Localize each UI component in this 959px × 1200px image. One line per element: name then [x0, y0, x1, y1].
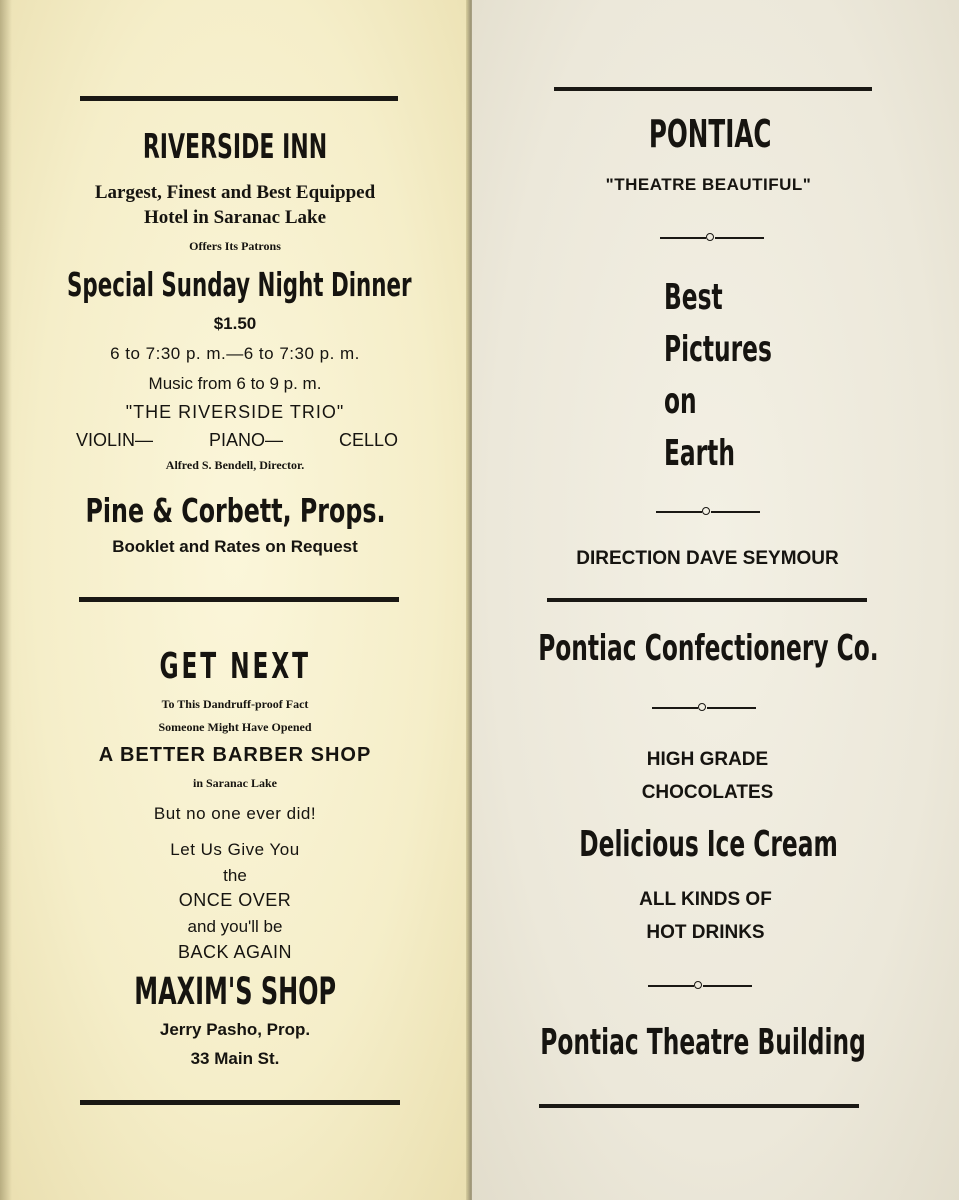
- ornament-divider: [660, 232, 764, 244]
- barber-shop-name: MAXIM'S SHOP: [134, 970, 336, 1013]
- riverside-tagline-2: Hotel in Saranac Lake: [143, 207, 327, 228]
- riverside-title: RIVERSIDE INN: [142, 127, 328, 167]
- barber-no-one: But no one ever did!: [153, 804, 317, 823]
- barber-location: in Saranac Lake: [192, 776, 277, 790]
- left-page: [0, 0, 470, 1200]
- slogan-line: Pictures: [664, 329, 772, 370]
- riverside-dinner: Special Sunday Night Dinner: [66, 265, 412, 304]
- barber-proprietor: Jerry Pasho, Prop.: [159, 1020, 311, 1039]
- riverside-tagline-1: Largest, Finest and Best Equipped: [94, 182, 376, 203]
- drinks-line-2: HOT DRINKS: [646, 922, 765, 943]
- theatre-building: Pontiac Theatre Building: [540, 1022, 867, 1063]
- riverside-offers: Offers Its Patrons: [189, 239, 281, 253]
- right-page: [472, 0, 959, 1200]
- bottom-rule: [80, 1100, 400, 1105]
- pontiac-slogan: [664, 276, 784, 484]
- riverside-booklet: Booklet and Rates on Request: [112, 537, 358, 556]
- riverside-props: Pine & Corbett, Props.: [85, 491, 385, 530]
- chocolates-line-2: CHOCOLATES: [641, 782, 774, 803]
- barber-once-over: ONCE OVER: [178, 890, 292, 910]
- middle-rule-right: [547, 598, 867, 602]
- top-rule-right: [554, 87, 872, 91]
- barber-the: the: [223, 866, 247, 885]
- drinks-line-1: ALL KINDS OF: [639, 889, 772, 910]
- slogan-line: Earth: [664, 433, 735, 474]
- ornament-divider: [656, 506, 760, 518]
- pontiac-direction: DIRECTION DAVE SEYMOUR: [576, 548, 839, 569]
- riverside-instruments: [76, 430, 398, 452]
- page-edge-shadow: [0, 0, 12, 1200]
- barber-fact-1: To This Dandruff-proof Fact: [161, 697, 309, 711]
- instrument-piano: PIANO—: [208, 430, 283, 450]
- ornament-divider: [652, 702, 756, 714]
- riverside-trio: "THE RIVERSIDE TRIO": [125, 402, 345, 422]
- ice-cream: Delicious Ice Cream: [579, 824, 838, 865]
- barber-address: 33 Main St.: [190, 1049, 280, 1068]
- riverside-hours: 6 to 7:30 p. m.—6 to 7:30 p. m.: [110, 344, 360, 363]
- barber-youll-be: and you'll be: [187, 917, 283, 936]
- pontiac-title: PONTIAC: [649, 112, 772, 156]
- confectionery-title: Pontiac Confectionery Co.: [538, 628, 879, 669]
- instrument-cello: CELLO: [338, 430, 398, 450]
- barber-title: GET NEXT: [159, 646, 311, 687]
- slogan-line: on: [664, 381, 697, 422]
- instrument-violin: VIOLIN—: [76, 430, 154, 450]
- ornament-divider: [648, 980, 752, 992]
- slogan-line: Best: [664, 277, 723, 318]
- top-rule: [80, 96, 398, 101]
- bottom-rule-right: [539, 1104, 859, 1108]
- chocolates-line-1: HIGH GRADE: [646, 749, 769, 770]
- barber-fact-2: Someone Might Have Opened: [158, 720, 312, 734]
- pontiac-subtitle: "THEATRE BEAUTIFUL": [605, 175, 812, 194]
- riverside-director: Alfred S. Bendell, Director.: [165, 458, 305, 472]
- middle-rule: [79, 597, 399, 602]
- barber-better: A BETTER BARBER SHOP: [98, 744, 372, 766]
- riverside-music: Music from 6 to 9 p. m.: [148, 374, 322, 393]
- barber-let-us: Let Us Give You: [170, 840, 300, 859]
- riverside-price: $1.50: [213, 314, 257, 333]
- barber-back-again: BACK AGAIN: [177, 942, 293, 962]
